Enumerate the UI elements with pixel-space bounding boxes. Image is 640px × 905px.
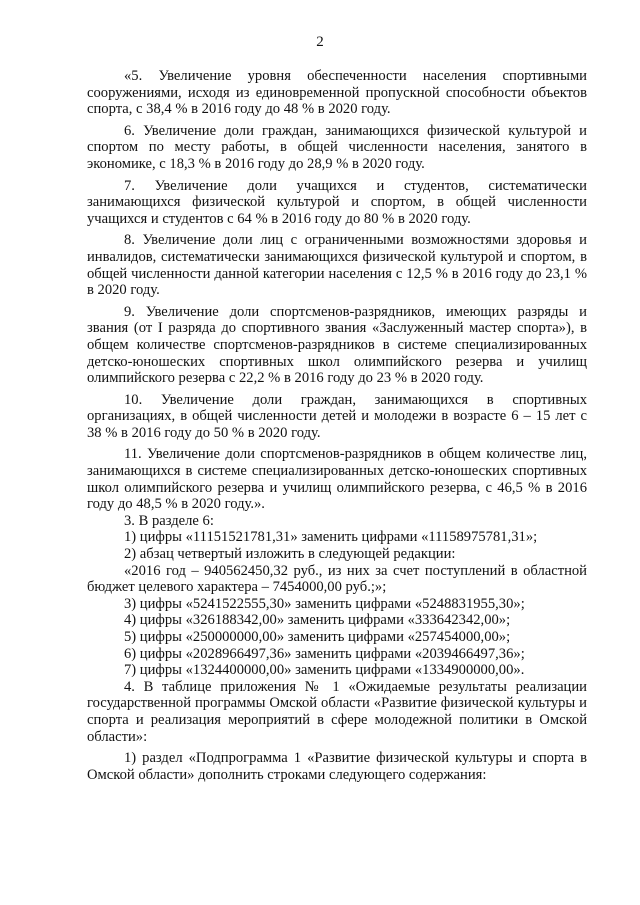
paragraph-amendment-3: 3) цифры «5241522555,30» заменить цифрами «5248831955,30»;	[124, 595, 525, 612]
document-body	[87, 68, 587, 783]
paragraph-amendment-6: 6) цифры «2028966497,36» заменить цифрами «2039466497,36»;	[124, 645, 525, 662]
paragraph-item-9: 9. Увеличение доли спортсменов-разрядников, имеющих разряды и звания (от I разряда до спортивного звания «Заслуженный мастер спорта»), в общем количестве спортсменов-разрядников в системе специализированных детско-юношеских спортивных школ олимпийского резерва и училищ олимпийского резерва с 22,2 % в 2016 году до 23 % в 2020 году.	[87, 303, 587, 387]
paragraph-item-8: 8. Увеличение доли лиц с ограниченными возможностями здоровья и инвалидов, систематически занимающихся физической культурой и спортом, в общей численности данной категории населения с 12,5 % в 2016 году до 23,1 % в 2020 году.	[87, 232, 587, 299]
paragraph-amendment-5: 5) цифры «250000000,00» заменить цифрами «257454000,00»;	[124, 629, 511, 645]
paragraph-amendment-2: 2) абзац четвертый изложить в следующей редакции:	[124, 546, 456, 563]
paragraph-new-wording: «2016 год – 940562450,32 руб., из них за счет поступлений в областной бюджет целевого характера – 7454000,00 руб.;»;	[87, 562, 587, 596]
paragraph-section-6: 3. В разделе 6:	[124, 512, 214, 529]
paragraph-item-7: 7. Увеличение доли учащихся и студентов, систематически занимающихся физической культурой и спортом, в общей численности учащихся и студентов с 64 % в 2016 году до 80 % в 2020 году.	[87, 177, 587, 227]
paragraph-item-6: 6. Увеличение доли граждан, занимающихся физической культурой и спортом по месту работы, в общей численности населения, занятого в экономике, с 18,3 % в 2016 году до 28,9 % в 2020 году.	[87, 122, 587, 172]
page-number: 2	[316, 34, 324, 50]
paragraph-amendment-4: 4) цифры «326188342,00» заменить цифрами «333642342,00»;	[124, 612, 511, 629]
paragraph-subprogram-1: 1) раздел «Подпрограмма 1 «Развитие физической культуры и спорта в Омской области» дополнить строками следующего содержания:	[87, 750, 587, 783]
paragraph-amendment-1: 1) цифры «11151521781,31» заменить цифрами «11158975781,31»;	[124, 529, 538, 546]
paragraph-item-11: 11. Увеличение доли спортсменов-разрядников в общем количестве лиц, занимающихся в системе специализированных детско-юношеских спортивных школ олимпийского резерва и училищ олимпийского резерва, с 46,5 % в 2016 году до 48,5 % в 2020 году.».	[87, 446, 587, 513]
paragraph-amendment-7: 7) цифры «1324400000,00» заменить цифрами «1334900000,00».	[124, 662, 525, 679]
paragraph-item-10: 10. Увеличение доли граждан, занимающихся в спортивных организациях, в общей численности детей и молодежи в возрасте 6 – 15 лет с 38 % в 2016 году до 50 % в 2020 году.	[87, 391, 587, 441]
paragraph-item-5: «5. Увеличение уровня обеспеченности населения спортивными сооружениями, исходя из единовременной пропускной способности объектов спорта, с 38,4 % в 2016 году до 48 % в 2020 году.	[87, 68, 587, 118]
paragraph-appendix-table: 4. В таблице приложения № 1 «Ожидаемые результаты реализации государственной программы Омской области «Развитие физической культуры и спорта и реализация мероприятий в сфере молодежной политики в Омской области»:	[87, 678, 587, 745]
